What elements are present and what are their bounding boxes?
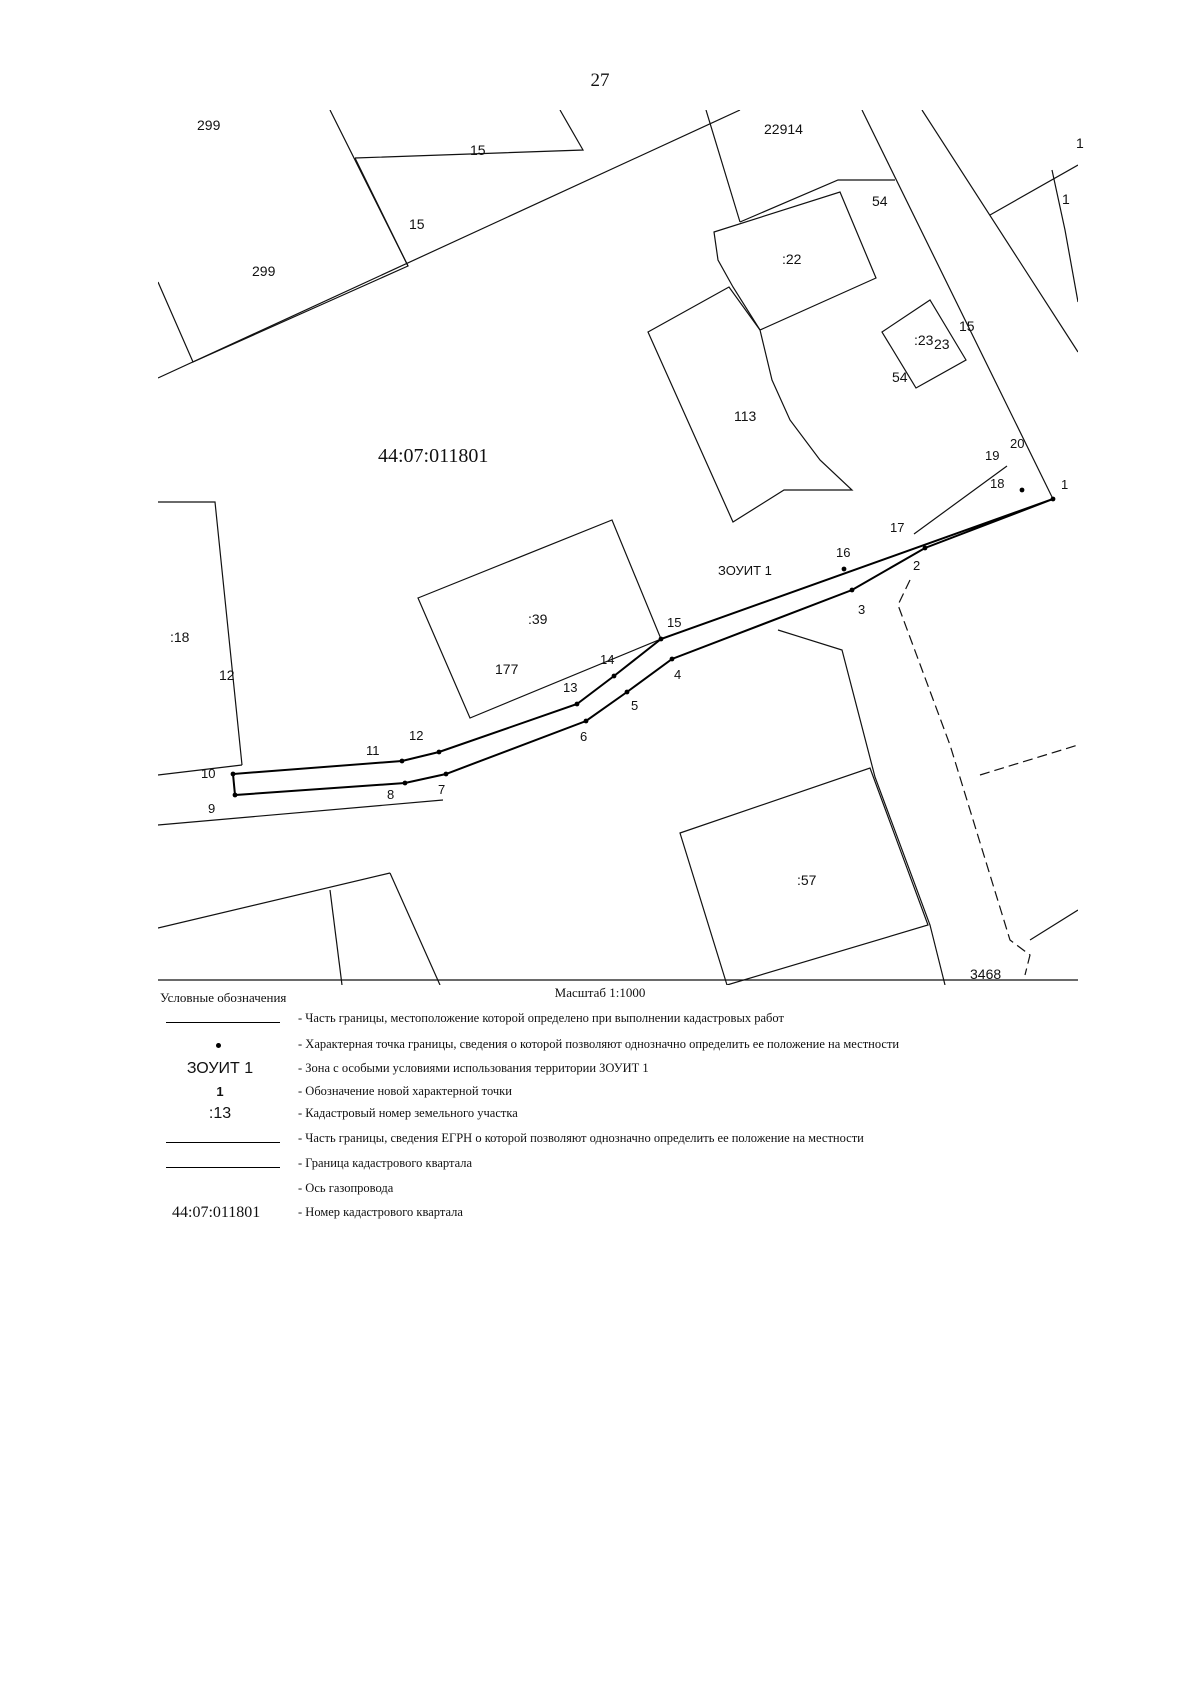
boundary-point-label-20: 20: [1010, 436, 1025, 451]
legend-symbol-quarter-number: 44:07:011801: [172, 1204, 261, 1221]
boundary-point-9: [233, 793, 238, 798]
boundary-point-label-19: 19: [985, 448, 1000, 463]
legend-symbol-zone: ЗОУИТ 1: [186, 1060, 254, 1077]
boundary-point-label-5: 5: [631, 698, 639, 713]
map-label: 1: [1076, 135, 1084, 151]
map-label: 299: [197, 117, 221, 133]
parcel-lower-right: [778, 630, 945, 985]
legend-text: - Ось газопровода: [298, 1181, 394, 1195]
map-label: 3468: [970, 966, 1002, 982]
boundary-points-layer: [201, 436, 1068, 816]
parcel-299-outline: [158, 110, 408, 362]
map-label: :39: [528, 611, 548, 627]
boundary-point-16: [842, 567, 847, 572]
boundary-point-1: [1051, 497, 1056, 502]
legend-text: - Часть границы, сведения ЕГРН о которой позволяют однозначно определить ее положение на местности: [298, 1131, 864, 1145]
map-label: 177: [495, 661, 519, 677]
road-lower-edge: [158, 800, 443, 825]
legend-text: - Кадастровый номер земельного участка: [298, 1106, 518, 1120]
boundary-point-label-8: 8: [387, 787, 395, 802]
parcel-15-outline: [355, 110, 583, 158]
legend-row-quarter-boundary: [160, 1153, 1060, 1175]
legend-symbol-thin-line: [160, 1008, 280, 1030]
map-label: :23: [914, 332, 934, 348]
side-street-right: [980, 745, 1078, 775]
boundary-point-13: [575, 702, 580, 707]
boundary-point-label-16: 16: [836, 545, 851, 560]
boundary-point-4: [670, 657, 675, 662]
quarter-number-label: 44:07:011801: [378, 445, 489, 467]
map-label: 22914: [764, 121, 803, 137]
parcel-bottom-right-edge: [1030, 910, 1078, 940]
boundary-point-label-3: 3: [858, 602, 866, 617]
side-street-dashed: [898, 580, 1030, 975]
parcel-22914-left: [706, 110, 740, 222]
legend-row-quarter-number: [160, 1202, 1060, 1224]
legend-row-zone: [160, 1058, 1060, 1080]
legend-symbol-cadastral-number: :13: [208, 1105, 232, 1122]
map-label: 12: [219, 667, 235, 683]
boundary-point-label-11: 11: [366, 743, 380, 758]
parcel-bottom-left-edge: [158, 873, 390, 928]
boundary-point-label-6: 6: [580, 729, 588, 744]
boundary-point-label-18: 18: [990, 476, 1005, 491]
boundary-point-label-7: 7: [438, 782, 446, 797]
street-edge-upper: [990, 165, 1078, 215]
legend-text: - Номер кадастрового квартала: [298, 1205, 463, 1219]
map-label: :18: [170, 629, 190, 645]
map-label: 299: [252, 263, 276, 279]
legend-row-gas-pipeline: [160, 1178, 1060, 1200]
boundary-point-12: [437, 750, 442, 755]
legend-text: - Часть границы, местоположение которой определено при выполнении кадастровых работ: [298, 1011, 784, 1025]
boundary-point-label-13: 13: [563, 680, 578, 695]
boundary-point-label-4: 4: [674, 667, 682, 682]
boundary-point-label-2: 2: [913, 558, 921, 573]
parcel-15-divider: [355, 158, 408, 266]
page-number: 27: [590, 70, 610, 91]
boundary-point-label-10: 10: [201, 766, 216, 781]
boundary-point-10: [231, 772, 236, 777]
map-label: 15: [959, 318, 975, 334]
legend-text: - Зона с особыми условиями использования территории ЗОУИТ 1: [298, 1061, 649, 1075]
boundary-point-14: [612, 674, 617, 679]
boundary-point-label-1: 1: [1061, 477, 1069, 492]
boundary-point-18: [1020, 488, 1025, 493]
parcel-bottom-divider-2: [390, 873, 440, 985]
scale-caption: Масштаб 1:1000: [554, 985, 646, 1000]
legend-text: - Граница кадастрового квартала: [298, 1156, 473, 1170]
legend-row-survey-boundary: [160, 1008, 1060, 1030]
road-upper-edge: [158, 765, 242, 775]
street-edge-right: [922, 110, 1078, 352]
legend-symbol-point-number: 1: [216, 1084, 224, 1099]
legend-row-new-point: [160, 1081, 1060, 1103]
legend-symbol-dot: [160, 1034, 280, 1056]
legend-row-egrn-boundary: [160, 1128, 1060, 1150]
boundary-point-11: [400, 759, 405, 764]
boundary-point-label-12: 12: [409, 728, 424, 743]
map-label: 113: [734, 408, 757, 424]
boundary-point-6: [584, 719, 589, 724]
map-label: 1: [1062, 191, 1070, 207]
map-label: 54: [872, 193, 888, 209]
legend-title: Условные обозначения: [160, 990, 287, 1005]
boundary-point-label-9: 9: [208, 801, 216, 816]
parcel-right-edge: [1052, 170, 1078, 302]
map-label: 15: [409, 216, 425, 232]
legend-symbol-thick-line: [160, 1128, 280, 1150]
parcel-bottom-divider-1: [330, 890, 342, 985]
legend-row-point: [160, 1034, 1060, 1056]
legend-symbol-empty: [160, 1178, 280, 1200]
parcel-113-outline: [648, 287, 852, 522]
map-label: :57: [797, 872, 817, 888]
map-labels-layer: [170, 117, 1084, 982]
boundary-point-label-15: 15: [667, 615, 682, 630]
boundary-point-7: [444, 772, 449, 777]
boundary-point-3: [850, 588, 855, 593]
road-dashed-edge: [405, 548, 925, 783]
legend-row-cadastral-number: [160, 1103, 1060, 1125]
map-label: 15: [470, 142, 486, 158]
boundary-point-2: [923, 546, 928, 551]
zone-label: ЗОУИТ 1: [718, 563, 772, 578]
legend-text: - Обозначение новой характерной точки: [298, 1084, 512, 1098]
boundary-point-15: [659, 637, 664, 642]
map-label: 23: [934, 336, 950, 352]
boundary-point-5: [625, 690, 630, 695]
quarter-boundary-line: [158, 110, 740, 378]
boundary-point-8: [403, 781, 408, 786]
boundary-point-label-17: 17: [890, 520, 905, 535]
legend-symbol-quarter-line: [160, 1153, 280, 1175]
map-label: 54: [892, 369, 908, 385]
map-label: :22: [782, 251, 802, 267]
boundary-point-label-14: 14: [600, 652, 615, 667]
legend-text: - Характерная точка границы, сведения о которой позволяют однозначно определить ее положение на местности: [298, 1037, 900, 1051]
